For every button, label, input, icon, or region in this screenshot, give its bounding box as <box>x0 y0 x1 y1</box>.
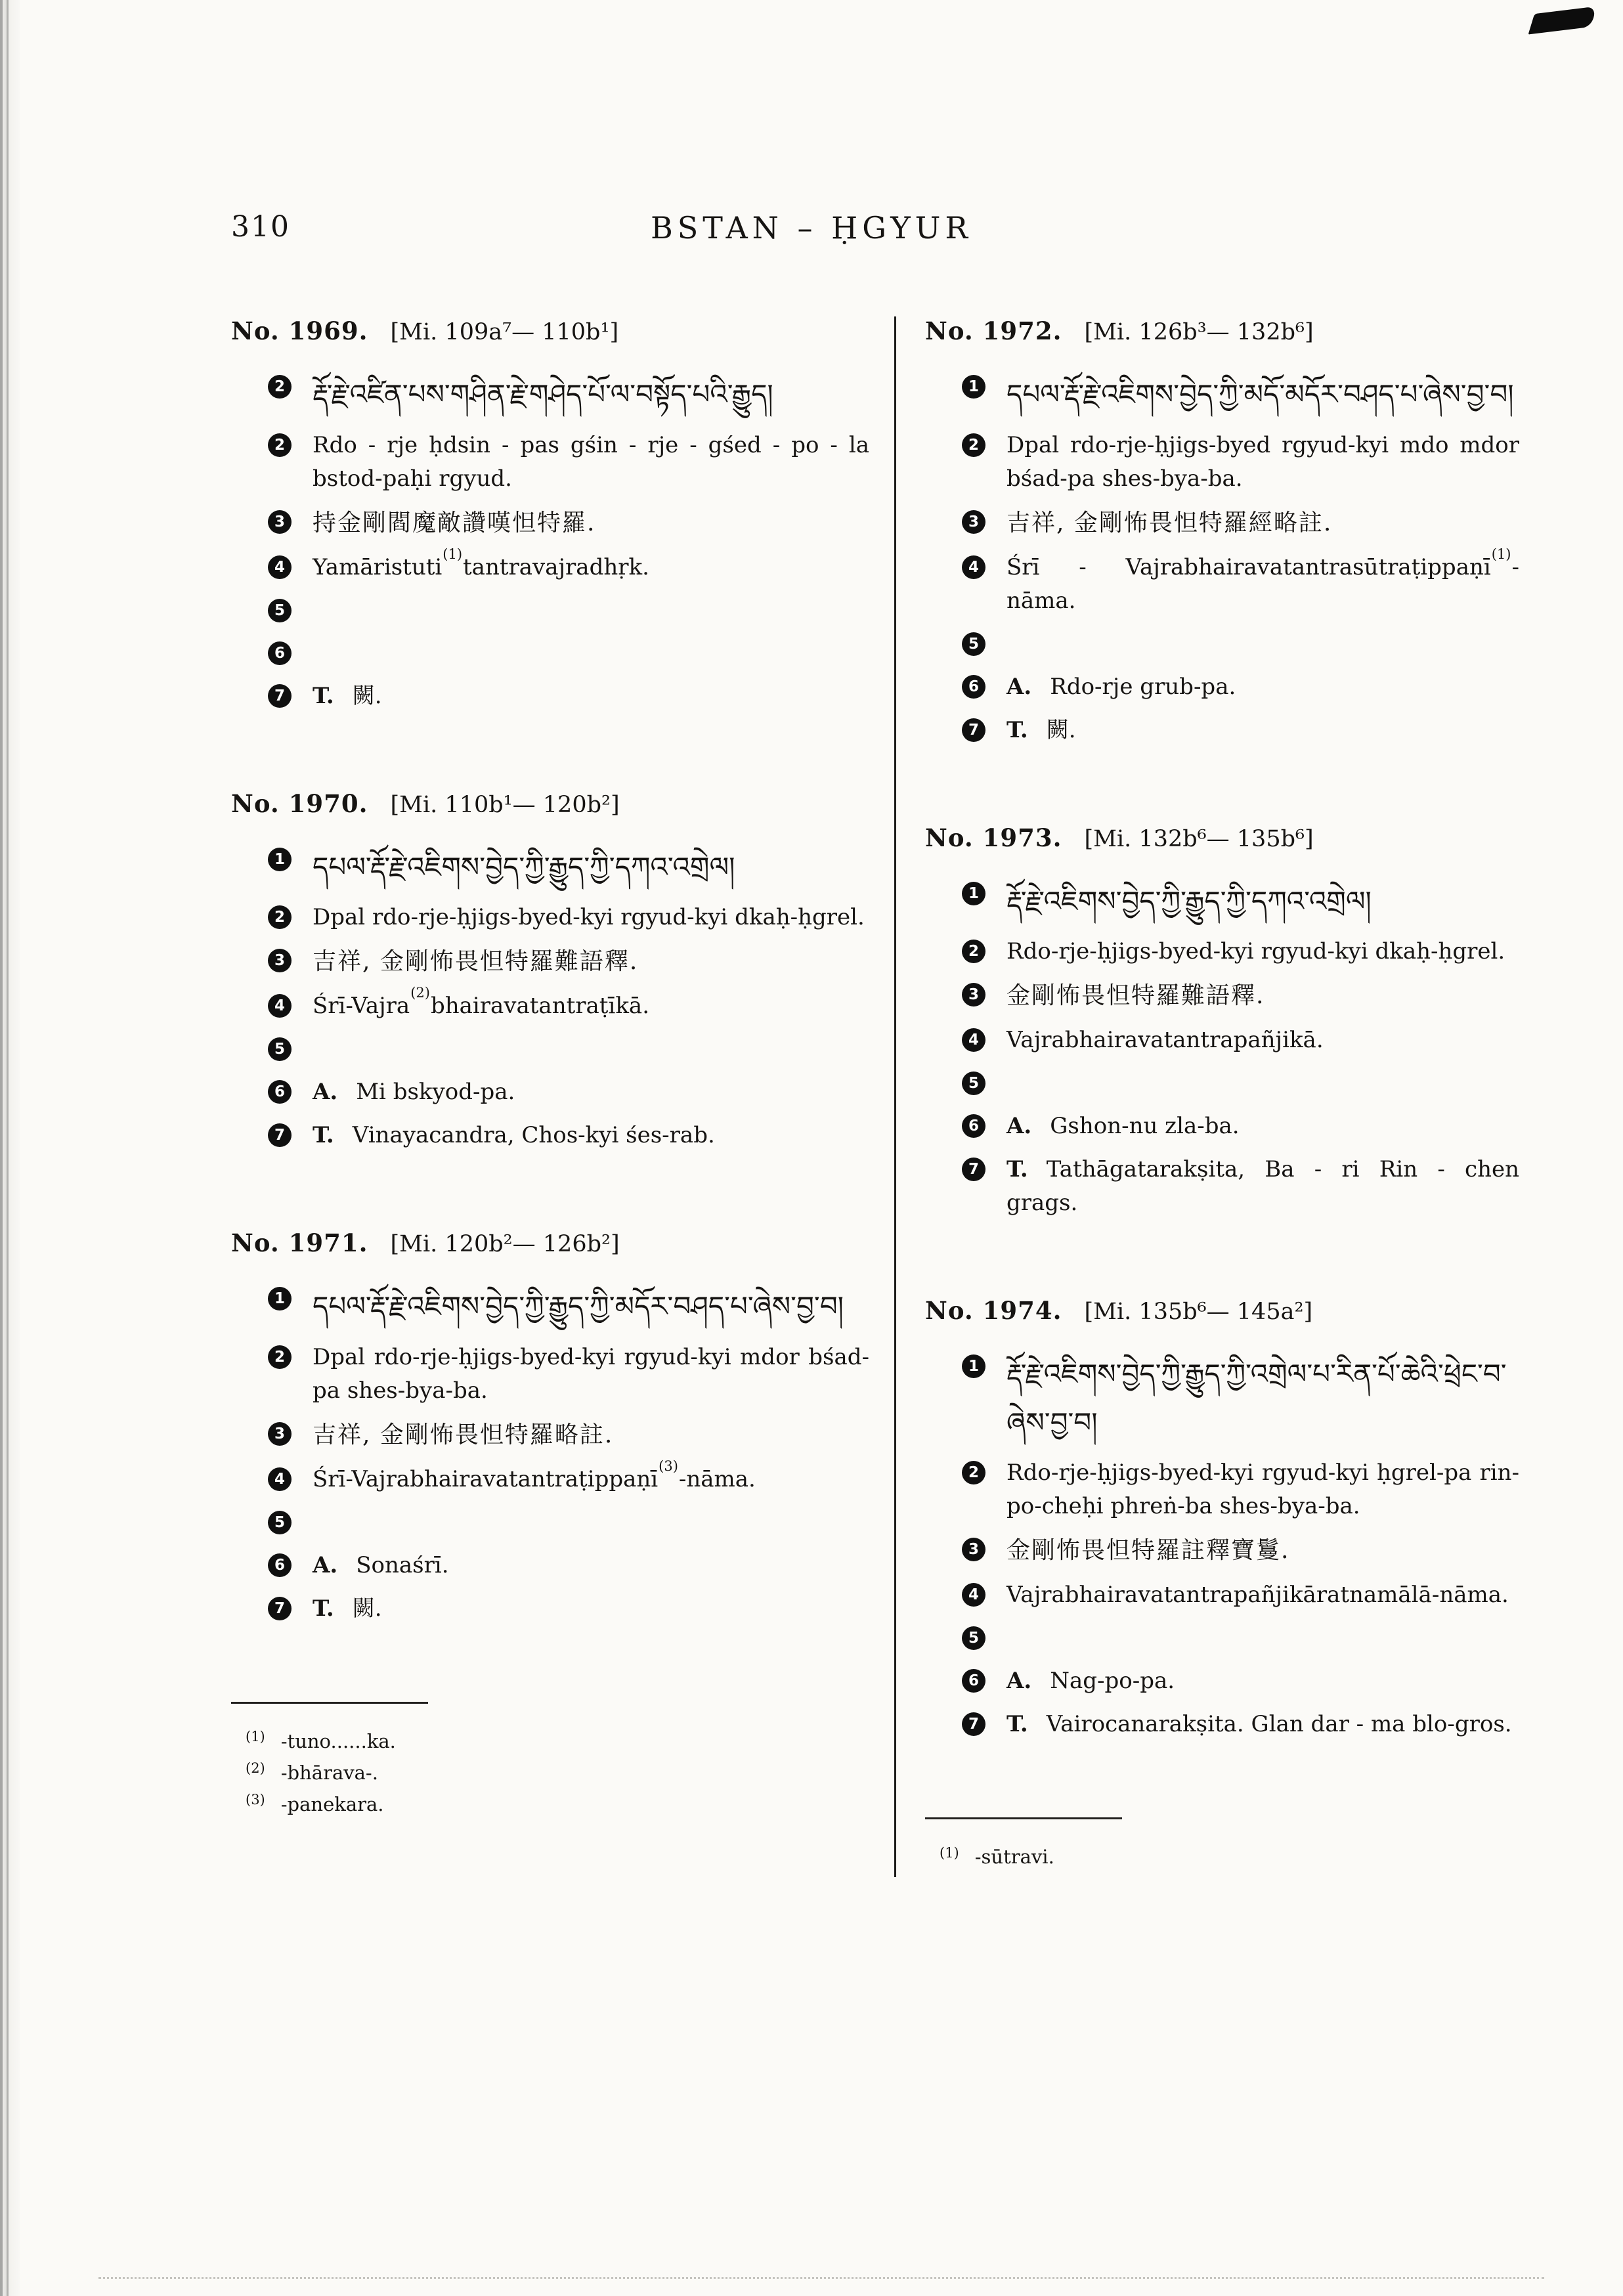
column-right <box>896 316 1525 1877</box>
scan-noise-line <box>98 2277 1544 2279</box>
item-text <box>1006 1110 1525 1143</box>
item-text <box>313 1341 875 1408</box>
item-number-badge: 7 <box>962 1158 985 1181</box>
item-text <box>313 1075 875 1109</box>
item-number-badge: 5 <box>962 1072 985 1095</box>
item-number-badge: 7 <box>962 718 985 742</box>
item-text <box>313 1458 875 1496</box>
item-text-post: -nāma. <box>678 1465 756 1492</box>
item-text-body: Rdo - rje ḥdsin - pas gśin - rje - gśed - po - la bstod-paḥi rgyud. <box>313 431 869 492</box>
item-text-body: 闕. <box>352 682 382 709</box>
item-number-badge: 4 <box>268 555 292 579</box>
item-number-badge: 5 <box>962 1626 985 1650</box>
item-text-body: Dpal rdo-rje-ḥjigs-byed-kyi rgyud-kyi mdor bśad-pa shes-bya-ba. <box>313 1343 869 1404</box>
item-number-badge: 3 <box>962 1538 985 1561</box>
item-text-body: དཔལ་རྡོ་རྗེ་འཇིགས་བྱེད་ཀྱི་རྒྱུད་ཀྱི་དཀའ་འགྲེལ། <box>313 850 735 883</box>
item-text-body: རྡོ་རྗེ་འཇིགས་བྱེད་ཀྱི་རྒྱུད་ཀྱི་དཀའ་འགྲེལ། <box>1006 884 1372 917</box>
item-text <box>1006 714 1525 747</box>
entry-item <box>925 1533 1525 1569</box>
item-text-pre: Śrī-Vajra <box>313 993 410 1019</box>
footnote <box>231 1730 875 1752</box>
catalog-entry <box>231 316 875 713</box>
item-text <box>313 594 875 627</box>
item-number-badge: 5 <box>268 1511 292 1534</box>
item-number-badge: 7 <box>268 1597 292 1620</box>
entry-item <box>231 637 875 670</box>
item-text-body: Rdo-rje grub-pa. <box>1050 673 1236 700</box>
item-number-badge: 6 <box>268 1553 292 1577</box>
binding-edge-artifact <box>0 0 20 2296</box>
item-label: A. <box>1006 1113 1032 1139</box>
item-text-body: Dpal rdo-rje-ḥjigs-byed-kyi rgyud-kyi dkaḥ-ḥgrel. <box>313 904 865 930</box>
item-text-body: Vajrabhairavatantrapañjikāratnamālā-nāma. <box>1006 1582 1509 1608</box>
item-text <box>1006 1578 1525 1612</box>
item-text <box>313 1418 875 1453</box>
entry-item <box>231 1506 875 1539</box>
entry-item <box>925 1067 1525 1100</box>
footnote <box>231 1793 875 1815</box>
item-text <box>1006 1067 1525 1100</box>
item-text-body: 吉祥, 金剛怖畏怛特羅略註. <box>313 1421 614 1448</box>
item-text <box>313 1033 875 1066</box>
entry-item <box>231 1341 875 1408</box>
entry-header <box>231 1228 875 1257</box>
item-text <box>1006 546 1525 618</box>
item-label: A. <box>1006 673 1032 700</box>
footnote-marker: (3) <box>246 1792 265 1808</box>
catalog-entry <box>231 1228 875 1626</box>
item-label: T. <box>1006 716 1028 743</box>
item-number-badge: 3 <box>268 949 292 972</box>
entry-number: No. 1974. <box>925 1296 1062 1325</box>
entry-item <box>231 1458 875 1496</box>
item-text-body: Rdo-rje-ḥjigs-byed-kyi rgyud-kyi dkaḥ-ḥgrel. <box>1006 938 1505 964</box>
item-number-badge: 4 <box>962 1028 985 1052</box>
entry-item <box>231 985 875 1023</box>
entry-item <box>231 370 875 419</box>
entry-item <box>925 429 1525 496</box>
entry-item <box>231 506 875 541</box>
entry-header <box>925 1296 1525 1325</box>
entry-folio-ref: [Mi. 109a⁷— 110b¹] <box>390 319 619 345</box>
item-number-badge: 2 <box>962 433 985 457</box>
item-text <box>1006 506 1525 541</box>
item-text-body: རྡོ་རྗེ་འཛིན་པས་གཤིན་རྗེ་གཤེད་པོ་ལ་བསྟོད་པའི་རྒྱུད། <box>313 378 773 410</box>
item-text-body: Nag-po-pa. <box>1050 1668 1175 1694</box>
item-number-badge: 5 <box>962 632 985 656</box>
entry-item <box>925 1153 1525 1220</box>
item-text <box>313 843 875 892</box>
item-number-badge: 2 <box>268 375 292 399</box>
item-text-body: 吉祥, 金剛怖畏怛特羅經略註. <box>1006 509 1333 536</box>
item-text <box>313 506 875 541</box>
footnote-reference-mark: (1) <box>1491 546 1511 562</box>
item-text <box>1006 1708 1525 1741</box>
item-text <box>1006 1456 1525 1523</box>
item-text-pre: Śrī - Vajrabhairavatantrasūtraṭippaṇī <box>1006 553 1491 580</box>
footnote-text: -panekara. <box>280 1792 384 1815</box>
footnote-reference-mark: (2) <box>410 985 430 1001</box>
item-text-post: -nāma. <box>1006 553 1519 614</box>
entry-item <box>231 546 875 584</box>
footnote-reference-mark: (1) <box>443 546 463 562</box>
entry-item <box>231 1119 875 1152</box>
item-text <box>1006 1622 1525 1655</box>
entry-number: No. 1971. <box>231 1228 368 1257</box>
item-number-badge: 6 <box>268 641 292 665</box>
content-area <box>231 316 1525 1877</box>
item-text <box>313 637 875 670</box>
item-text-pre: Śrī-Vajrabhairavatantraṭippaṇī <box>313 1465 659 1492</box>
item-label: A. <box>313 1551 338 1578</box>
item-text-body: Sonaśrī. <box>356 1551 449 1578</box>
item-text-body: Rdo-rje-ḥjigs-byed-kyi rgyud-kyi ḥgrel-pa rin-po-cheḥi phreṅ-ba shes-bya-ba. <box>1006 1460 1519 1519</box>
column-left <box>231 316 875 1877</box>
item-text <box>313 944 875 980</box>
item-label: A. <box>1006 1668 1032 1694</box>
entry-number: No. 1972. <box>925 316 1062 345</box>
item-label: T. <box>313 1595 334 1622</box>
item-text-body: Dpal rdo-rje-ḥjigs-byed rgyud-kyi mdo mdor bśad-pa shes-bya-ba. <box>1006 431 1519 492</box>
entry-item <box>925 877 1525 926</box>
entry-number: No. 1969. <box>231 316 368 345</box>
page-number: 310 <box>231 210 290 244</box>
item-number-badge: 4 <box>268 1467 292 1491</box>
item-text <box>313 901 875 934</box>
entry-item <box>925 1708 1525 1741</box>
item-text <box>313 1282 875 1331</box>
item-number-badge: 2 <box>962 940 985 963</box>
catalog-entry <box>925 1296 1525 1741</box>
footnote-text: -tuno......ka. <box>280 1729 396 1752</box>
entry-item <box>231 901 875 934</box>
entry-folio-ref: [Mi. 120b²— 126b²] <box>390 1231 620 1257</box>
entry-item <box>925 714 1525 747</box>
item-number-badge: 6 <box>962 1114 985 1138</box>
item-number-badge: 5 <box>268 599 292 622</box>
item-number-badge: 3 <box>268 510 292 534</box>
item-text <box>313 985 875 1023</box>
item-number-badge: 1 <box>268 848 292 871</box>
entry-item <box>925 1622 1525 1655</box>
entry-item <box>925 1350 1525 1446</box>
item-text <box>313 1549 875 1582</box>
item-number-badge: 1 <box>962 1354 985 1378</box>
catalog-entry <box>925 823 1525 1221</box>
footnote-marker: (2) <box>246 1760 265 1777</box>
entry-item <box>925 670 1525 704</box>
entry-item <box>925 546 1525 618</box>
footnote-marker: (1) <box>940 1844 959 1861</box>
item-text <box>313 429 875 496</box>
entry-item <box>231 944 875 980</box>
item-number-badge: 2 <box>962 1461 985 1484</box>
item-text <box>313 546 875 584</box>
item-text <box>1006 370 1525 419</box>
item-text-post: bhairavatantraṭīkā. <box>430 993 649 1019</box>
footnote <box>231 1762 875 1784</box>
item-number-badge: 4 <box>962 1583 985 1607</box>
item-number-badge: 7 <box>268 1123 292 1147</box>
item-text-body: 金剛怖畏怛特羅註釋寶鬘. <box>1006 1537 1290 1564</box>
entry-item <box>925 506 1525 541</box>
item-number-badge: 6 <box>962 1669 985 1693</box>
item-text-body: Gshon-nu zla-ba. <box>1050 1113 1240 1139</box>
entry-folio-ref: [Mi. 135b⁶— 145a²] <box>1084 1299 1313 1325</box>
item-number-badge: 3 <box>962 983 985 1007</box>
item-number-badge: 5 <box>268 1037 292 1061</box>
entry-item <box>231 1549 875 1582</box>
item-text <box>313 1506 875 1539</box>
entry-header <box>231 316 875 345</box>
entry-item <box>231 1033 875 1066</box>
entry-header <box>925 823 1525 852</box>
footnotes-block <box>231 1702 875 1815</box>
entry-item <box>231 1075 875 1109</box>
entry-item <box>231 843 875 892</box>
footnotes-block <box>925 1817 1525 1868</box>
item-text-body: Vairocanarakṣita. Glan dar - ma blo-gros. <box>1046 1711 1512 1737</box>
item-text-body: 闕. <box>1046 716 1076 743</box>
item-number-badge: 2 <box>268 905 292 929</box>
entry-folio-ref: [Mi. 126b³— 132b⁶] <box>1084 319 1314 345</box>
item-number-badge: 4 <box>962 555 985 579</box>
item-number-badge: 3 <box>962 510 985 534</box>
item-text <box>1006 429 1525 496</box>
entry-item <box>231 1282 875 1331</box>
item-text-body: 持金剛閻魔敵讚嘆怛特羅. <box>313 509 596 536</box>
item-text-body: དཔལ་རྡོ་རྗེ་འཇིགས་བྱེད་ཀྱི་རྒྱུད་ཀྱི་མདོར་བཤད་པ་ཞེས་བྱ་བ། <box>313 1290 844 1322</box>
item-label: T. <box>313 1122 334 1148</box>
item-label: A. <box>313 1079 338 1105</box>
item-text <box>313 1592 875 1626</box>
entry-item <box>925 935 1525 968</box>
item-number-badge: 1 <box>962 882 985 905</box>
item-number-badge: 7 <box>268 684 292 708</box>
page-header <box>0 0 1623 256</box>
entry-folio-ref: [Mi. 132b⁶— 135b⁶] <box>1084 825 1314 852</box>
entry-folio-ref: [Mi. 110b¹— 120b²] <box>390 791 620 818</box>
footnote-rule <box>231 1702 428 1704</box>
entry-item <box>231 429 875 496</box>
entry-item <box>231 1592 875 1626</box>
item-text-body: དཔལ་རྡོ་རྗེ་འཇིགས་བྱེད་ཀྱི་མདོ་མདོར་བཤད་པ་ཞེས་བྱ་བ། <box>1006 378 1514 410</box>
item-number-badge: 2 <box>268 433 292 457</box>
item-number-badge: 1 <box>268 1287 292 1310</box>
item-text-body: Mi bskyod-pa. <box>356 1079 515 1105</box>
item-text <box>1006 1153 1525 1220</box>
footnote-marker: (1) <box>246 1729 265 1745</box>
entry-item <box>231 680 875 713</box>
entry-item <box>925 370 1525 419</box>
item-text-body: རྡོ་རྗེ་འཇིགས་བྱེད་ཀྱི་རྒྱུད་ཀྱི་འགྲེལ་པ་རིན་པོ་ཆེའི་ཕྲེང་བ་ཞེས་བྱ་བ། <box>1006 1358 1507 1439</box>
page-title: BSTAN – ḤGYUR <box>650 210 973 246</box>
item-label: T. <box>1006 1711 1028 1737</box>
catalog-entry <box>925 316 1525 747</box>
item-text <box>1006 1533 1525 1569</box>
entry-header <box>231 789 875 818</box>
item-text <box>1006 877 1525 926</box>
item-text-post: tantravajradhṛk. <box>463 553 649 580</box>
item-label: T. <box>313 682 334 709</box>
entry-number: No. 1970. <box>231 789 368 818</box>
item-label: T. <box>1006 1156 1028 1182</box>
item-text-body: Tathāgatarakṣita, Ba - ri Rin - chen grags. <box>1006 1156 1519 1216</box>
item-text <box>313 680 875 713</box>
entry-item <box>925 1456 1525 1523</box>
item-number-badge: 1 <box>962 375 985 399</box>
item-text <box>1006 978 1525 1014</box>
entry-item <box>231 594 875 627</box>
item-number-badge: 2 <box>268 1345 292 1369</box>
item-text <box>1006 1024 1525 1057</box>
item-number-badge: 4 <box>268 994 292 1018</box>
item-text-body: Vajrabhairavatantrapañjikā. <box>1006 1027 1324 1053</box>
footnote <box>925 1846 1525 1868</box>
entry-item <box>925 628 1525 661</box>
item-text <box>313 1119 875 1152</box>
entry-item <box>231 1418 875 1453</box>
entry-number: No. 1973. <box>925 823 1062 852</box>
footnote-text: -bhārava-. <box>280 1761 378 1784</box>
entry-item <box>925 1578 1525 1612</box>
item-text <box>1006 935 1525 968</box>
footnote-reference-mark: (3) <box>659 1458 678 1474</box>
item-text-body: 吉祥, 金剛怖畏怛特羅難語釋. <box>313 948 639 975</box>
entry-item <box>925 1664 1525 1698</box>
item-number-badge: 3 <box>268 1422 292 1446</box>
item-text <box>1006 628 1525 661</box>
item-number-badge: 7 <box>962 1712 985 1736</box>
catalog-entry <box>231 789 875 1153</box>
item-text-pre: Yamāristuti <box>313 553 443 580</box>
item-text <box>1006 1350 1525 1446</box>
item-text-body: Vinayacandra, Chos-kyi śes-rab. <box>352 1122 715 1148</box>
item-number-badge: 6 <box>268 1080 292 1104</box>
item-number-badge: 6 <box>962 675 985 699</box>
item-text <box>1006 670 1525 704</box>
item-text-body: 金剛怖畏怛特羅難語釋. <box>1006 982 1265 1009</box>
entry-item <box>925 978 1525 1014</box>
entry-item <box>925 1024 1525 1057</box>
item-text-body: 闕. <box>352 1595 382 1622</box>
footnote-rule <box>925 1817 1122 1819</box>
footnote-text: -sūtravi. <box>974 1846 1054 1868</box>
entry-item <box>925 1110 1525 1143</box>
entry-header <box>925 316 1525 345</box>
item-text <box>313 370 875 419</box>
item-text <box>1006 1664 1525 1698</box>
